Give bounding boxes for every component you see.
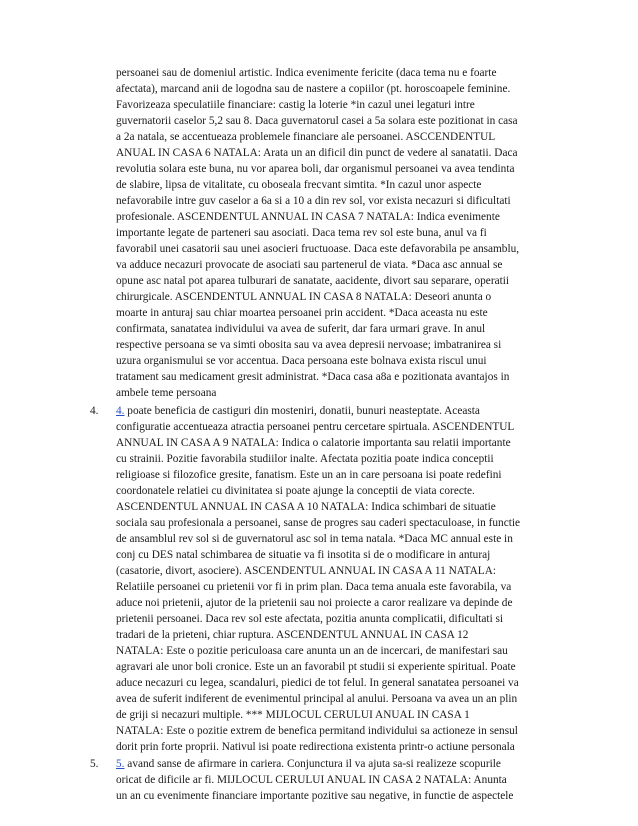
text-line: de griji si necazuri multiple. *** MIJLOCUL CERULUI ANUAL IN CASA 1 — [116, 709, 470, 721]
text-line: religioase si filozofice gresite, fanatism. Este un an in care persoana isi poate redefini — [116, 469, 502, 481]
text-line — [116, 403, 556, 419]
text-line: confirmata, sanatatea individului va avea de suferit, dar fara urmari grave. In anul — [116, 323, 486, 335]
text-line: opune asc natal pot aparea tulburari de sanatate, aacidente, divort sau separare, operatii — [116, 275, 510, 287]
text-line: uzura organismului se vor accentua. Daca persoana este bolnava exista riscul unui — [116, 355, 487, 367]
item-link[interactable]: 5. — [116, 758, 125, 770]
text-line: chirurgicale. ASCENDENTUL ANNUAL IN CASA 8 NATALA: Deseori anunta o — [116, 291, 492, 303]
text-line: de slabire, lipsa de vitalitate, cu oboseala frecvant simtita. *In cazul unor aspecte — [116, 179, 482, 191]
text-line: respective persoana se va simti obosita sau va avea depresii nervoase; imbatranirea si — [116, 339, 502, 351]
list-number: 5. — [90, 758, 99, 770]
text-span: avand sanse de afirmare in cariera. Conjunctura il va ajuta sa-si realizeze scopurile — [124, 758, 501, 770]
text-line: va adduce necazuri provocate de asociati sau partenerul de viata. *Daca asc annual se — [116, 259, 503, 271]
text-line: persoanei sau de domeniul artistic. Indica evenimente fericite (daca tema nu e foarte — [116, 67, 497, 79]
text-line: profesionale. ASCENDENTUL ANNUAL IN CASA 7 NATALA: Indica evenimente — [116, 211, 500, 223]
text-line: Favorizeaza speculatiile financiare: castig la loterie *in cazul unei legaturi intre — [116, 99, 475, 111]
text-line: ANUAL IN CASA 6 NATALA: Arata un an dificil din punct de vedere al sanatatii. Daca — [116, 147, 518, 159]
text-line: tradari de la prieteni, chiar ruptura. ASCENDENTUL ANNUAL IN CASA 12 — [116, 629, 469, 641]
text-line: oricat de dificile ar fi. MIJLOCUL CERULUI ANUAL IN CASA 2 NATALA: Anunta — [116, 774, 507, 786]
text-line: Relatiile persoanei cu prietenii vor fi in prim plan. Daca tema anuala este favorabila, va — [116, 581, 512, 593]
text-line: favorabil unei casatorii sau unei asocieri fructuoase. Daca este defavorabila pe ansamblu, — [116, 243, 520, 255]
text-line: revolutia solara este buna, nu vor aparea boli, dar organismul persoanei va avea tendinta — [116, 163, 515, 175]
text-line: moarte in anturaj sau chiar moartea persoanei prin accident. *Daca aceasta nu este — [116, 307, 488, 319]
text-line: afectata), marcand anii de logodna sau de nastere a copiilor (pt. horoscoapele feminine. — [116, 83, 511, 95]
text-line: aduce noi prietenii, ajutor de la prietenii sau noi proiecte a caror realizare va depinde de — [116, 597, 513, 609]
text-line: coordonatele relatiei cu divinitatea si poate ajunge la conceptii de viata corecte. — [116, 485, 475, 497]
text-line: cu strainii. Pozitie favorabila studiilor inalte. Afectata pozitia poate indica conceptii — [116, 453, 494, 465]
text-span: poate beneficia de castiguri din mosteniri, donatii, bunuri neasteptate. Aceasta — [124, 405, 480, 417]
text-line: a 2a natala, se accentueaza problemele financiare ale persoanei. ASCCENDENTUL — [116, 131, 496, 143]
text-line: (casatorie, divort, asociere). ASCENDENTUL ANNUAL IN CASA A 11 NATALA: — [116, 565, 496, 577]
text-line: dorit prin forte proprii. Nativul isi poate redirectiona existenta printr-o actiune personala — [116, 741, 515, 753]
item-link[interactable]: 4. — [116, 405, 125, 417]
text-line: configuratie accentueaza atractia persoanei pentru cercetare spirtuala. ASCENDENTUL — [116, 421, 515, 433]
text-line: tratament sau medicament gresit administrat. *Daca casa a8a e pozitionata avantajos in — [116, 371, 510, 383]
text-line: ANNUAL IN CASA A 9 NATALA: Indica o calatorie importanta sau relatii importante — [116, 437, 511, 449]
text-line: ambele teme persoana — [116, 387, 217, 399]
text-line — [116, 756, 556, 772]
list-number: 4. — [90, 405, 99, 417]
text-line: aduce necazuri cu legea, scandaluri, piedici de tot felul. In general sanatatea persoanei va — [116, 677, 519, 689]
text-line: un an cu evenimente financiare importante pozitive sau negative, in functie de aspectele — [116, 790, 514, 802]
text-line: agravari ale unor boli cronice. Este un an favorabil pt studii si experiente spiritual. Poate — [116, 661, 516, 673]
text-line: NATALA: Este o pozitie periculoasa care anunta un an de incercari, de manifestari sau — [116, 645, 508, 657]
text-line: de ansamblul rev sol si de guvernatorul asc sol in tema natala. *Daca MC annual este in — [116, 533, 513, 545]
text-line: conj cu DES natal schimbarea de situatie va fi insotita si de o modificare in anturaj — [116, 549, 491, 561]
text-line: importante legate de parteneri sau asociati. Daca tema rev sol este buna, anul va fi — [116, 227, 487, 239]
text-line: guvernatorii caselor 5,2 sau 8. Daca guvernatorul casei a 5a solara este pozitionat in casa — [116, 115, 518, 127]
text-line: nefavorabile intre guv caselor a 6a si a 10 a din rev sol, vor exista necazuri si dificultati — [116, 195, 511, 207]
text-line: avea de suferit indiferent de evenimentul principal al anului. Persoana va avea un an plin — [116, 693, 518, 705]
text-line: sociala sau profesionala a persoanei, sanse de progres sau caderi spectaculoase, in functie — [116, 517, 521, 529]
text-line: prietenii persoanei. Daca rev sol este afectata, pozitia anunta complicatii, dificultati si — [116, 613, 504, 625]
text-line: ASCENDENTUL ANNUAL IN CASA A 10 NATALA: Indica schimbari de situatie — [116, 501, 496, 513]
text-line: NATALA: Este o pozitie extrem de benefica permitand individului sa actioneze in sensul — [116, 725, 518, 737]
